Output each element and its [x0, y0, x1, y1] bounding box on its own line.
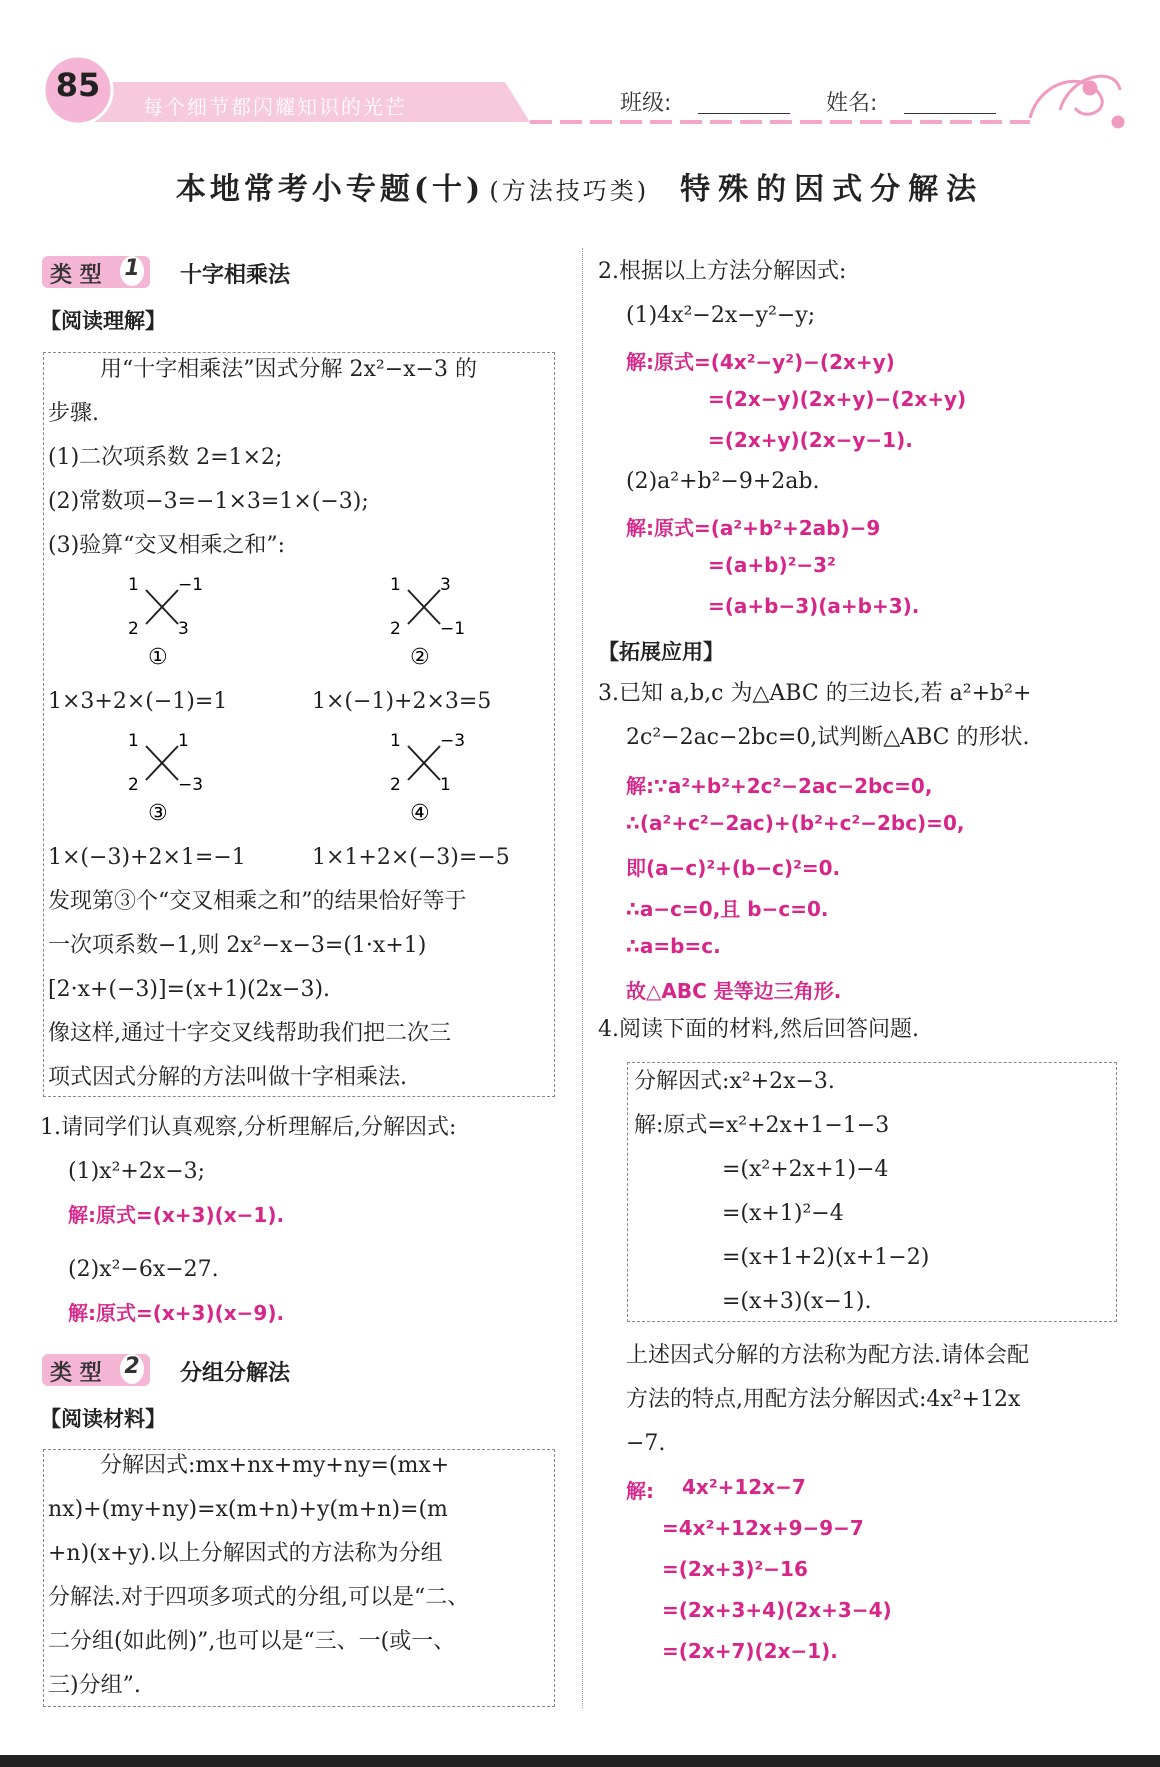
reading2-line: 二分组(如此例)”,也可以是“三、一(或一、	[48, 1629, 456, 1654]
q1-stem: 1.请同学们认真观察,分析理解后,分解因式:	[40, 1115, 457, 1140]
cross2-bl: 2	[390, 619, 401, 639]
cross1-label: ①	[148, 645, 168, 670]
q1-answer1: 解:原式=(x+3)(x−1).	[68, 1203, 285, 1227]
title-topic: 特殊的因式分解法	[680, 172, 985, 207]
reading1-line: 步骤.	[48, 401, 99, 426]
reading1-tail-line: 项式因式分解的方法叫做十字相乘法.	[48, 1065, 407, 1090]
q2-part1: (1)4x²−2x−y²−y;	[626, 303, 816, 328]
q3-stem-line: 3.已知 a,b,c 为△ABC 的三边长,若 a²+b²+	[598, 681, 1032, 706]
cross1-tr: −1	[178, 575, 204, 595]
q2-answer1-line: =(2x−y)(2x+y)−(2x+y)	[708, 387, 967, 411]
calc-row2-left: 1×(−3)+2×1=−1	[48, 845, 246, 870]
cross4-br: 1	[440, 775, 451, 795]
type1-number: 1	[120, 256, 144, 286]
calc-row1-left: 1×3+2×(−1)=1	[48, 689, 228, 714]
q2-stem: 2.根据以上方法分解因式:	[598, 259, 847, 284]
q2-answer2-line: =(a+b−3)(a+b+3).	[708, 594, 920, 618]
cross2-tr: 3	[440, 575, 451, 595]
type1-title: 十字相乘法	[180, 263, 291, 288]
cross3-tr: 1	[178, 731, 189, 751]
type2-title: 分组分解法	[180, 1361, 291, 1386]
q3-answer-line: 解:∵a²+b²+2c²−2ac−2bc=0,	[626, 774, 933, 798]
bottom-edge-bar	[0, 1755, 1160, 1767]
q4-text-line: −7.	[626, 1431, 666, 1456]
q4-box-line: =(x+3)(x−1).	[722, 1289, 872, 1314]
cross-diagram-2	[380, 572, 470, 672]
cross2-tl: 1	[390, 575, 401, 595]
cross3-br: −3	[178, 775, 204, 795]
q2-part2: (2)a²+b²−9+2ab.	[626, 469, 820, 494]
page-number: 85	[55, 66, 101, 104]
slogan: 每个细节都闪耀知识的光芒	[143, 95, 407, 119]
class-input[interactable]	[698, 113, 790, 114]
cross4-label: ④	[410, 801, 430, 826]
reading1-tail-line: 一次项系数−1,则 2x²−x−3=(1·x+1)	[48, 933, 427, 958]
q3-answer-line: ∴a=b=c.	[626, 934, 721, 958]
q3-answer-line: ∴a−c=0,且 b−c=0.	[626, 897, 829, 921]
name-label: 姓名:	[826, 91, 878, 116]
calc-row2-right: 1×1+2×(−3)=−5	[312, 845, 510, 870]
q1-part1: (1)x²+2x−3;	[68, 1159, 206, 1184]
q1-answer2: 解:原式=(x+3)(x−9).	[68, 1301, 285, 1325]
reading1-tail-line: [2·x+(−3)]=(x+1)(2x−3).	[48, 977, 331, 1002]
flourish-ornament	[1030, 76, 1123, 127]
title-category: (方法技巧类)	[489, 177, 650, 205]
q4-box-line: =(x+1)²−4	[722, 1201, 844, 1226]
reading2-line: 三)分组”.	[48, 1673, 141, 1698]
q3-answer-line: ∴(a²+c²−2ac)+(b²+c²−2bc)=0,	[626, 811, 965, 835]
cross4-tr: −3	[440, 731, 466, 751]
q4-box-line: =(x²+2x+1)−4	[722, 1157, 889, 1182]
q2-answer2-line: 解:原式=(a²+b²+2ab)−9	[626, 516, 881, 540]
q4-answer-line: 4x²+12x−7	[682, 1475, 806, 1499]
reading1-tail-line: 发现第③个“交叉相乘之和”的结果恰好等于	[48, 889, 467, 914]
q4-text-line: 上述因式分解的方法称为配方法.请体会配	[626, 1343, 1029, 1368]
reading1-line: (1)二次项系数 2=1×2;	[48, 445, 283, 470]
q3-answer-line: 故△ABC 是等边三角形.	[626, 979, 842, 1003]
reading1-label: 【阅读理解】	[40, 309, 166, 333]
page-title	[0, 164, 1160, 208]
q4-stem: 4.阅读下面的材料,然后回答问题.	[598, 1017, 919, 1042]
column-divider	[582, 248, 583, 1708]
cross4-tl: 1	[390, 731, 401, 751]
reading2-line: +n)(x+y).以上分解因式的方法称为分组	[48, 1541, 443, 1566]
q4-text-line: 方法的特点,用配方法分解因式:4x²+12x	[626, 1387, 1021, 1412]
q2-answer1-line: =(2x+y)(2x−y−1).	[708, 428, 913, 452]
cross4-bl: 2	[390, 775, 401, 795]
type2-prefix: 类 型	[50, 1361, 102, 1386]
extension-label: 【拓展应用】	[598, 640, 724, 664]
cross3-bl: 2	[128, 775, 139, 795]
reading2-line: 分解因式:mx+nx+my+ny=(mx+	[100, 1453, 450, 1478]
q4-answer-line: =(2x+3+4)(2x+3−4)	[662, 1598, 892, 1622]
q3-stem-line: 2c²−2ac−2bc=0,试判断△ABC 的形状.	[626, 725, 1030, 750]
cross1-br: 3	[178, 619, 189, 639]
reading1-line: (2)常数项−3=−1×3=1×(−3);	[48, 489, 369, 514]
q2-answer2-line: =(a+b)²−3²	[708, 553, 836, 577]
reading2-label: 【阅读材料】	[40, 1407, 166, 1431]
cross2-label: ②	[410, 645, 430, 670]
name-input[interactable]	[904, 113, 996, 114]
q4-answer-line: =(2x+3)²−16	[662, 1557, 808, 1581]
class-label: 班级:	[620, 91, 672, 116]
reading2-line: 分解法.对于四项多项式的分组,可以是“二、	[48, 1585, 470, 1610]
q4-answer-line: =(2x+7)(2x−1).	[662, 1639, 838, 1663]
reading1-line: (3)验算“交叉相乘之和”:	[48, 533, 286, 558]
type2-number: 2	[120, 1354, 144, 1384]
title-main: 本地常考小专题(十)	[175, 172, 485, 207]
cross1-bl: 2	[128, 619, 139, 639]
q4-answer-line: =4x²+12x+9−9−7	[662, 1516, 864, 1540]
q2-answer1-line: 解:原式=(4x²−y²)−(2x+y)	[626, 350, 895, 374]
reading1-line: 用“十字相乘法”因式分解 2x²−x−3 的	[100, 357, 477, 382]
cross3-label: ③	[148, 801, 168, 826]
type1-prefix: 类 型	[50, 263, 102, 288]
cross3-tl: 1	[128, 731, 139, 751]
q4-box-line: 分解因式:x²+2x−3.	[634, 1069, 835, 1094]
q4-box-line: =(x+1+2)(x+1−2)	[722, 1245, 930, 1270]
q3-answer-line: 即(a−c)²+(b−c)²=0.	[626, 856, 841, 880]
q4-box-line: 解:原式=x²+2x+1−1−3	[634, 1113, 890, 1138]
reading1-tail-line: 像这样,通过十字交叉线帮助我们把二次三	[48, 1021, 451, 1046]
reading2-line: nx)+(my+ny)=x(m+n)+y(m+n)=(m	[48, 1497, 448, 1522]
cross-diagram-1	[118, 572, 208, 672]
cross-diagram-4	[380, 728, 470, 828]
q4-answer-label: 解:	[626, 1479, 654, 1503]
cross2-br: −1	[440, 619, 466, 639]
cross1-tl: 1	[128, 575, 139, 595]
cross-diagram-3	[118, 728, 208, 828]
q1-part2: (2)x²−6x−27.	[68, 1257, 219, 1282]
calc-row1-right: 1×(−1)+2×3=5	[312, 689, 492, 714]
